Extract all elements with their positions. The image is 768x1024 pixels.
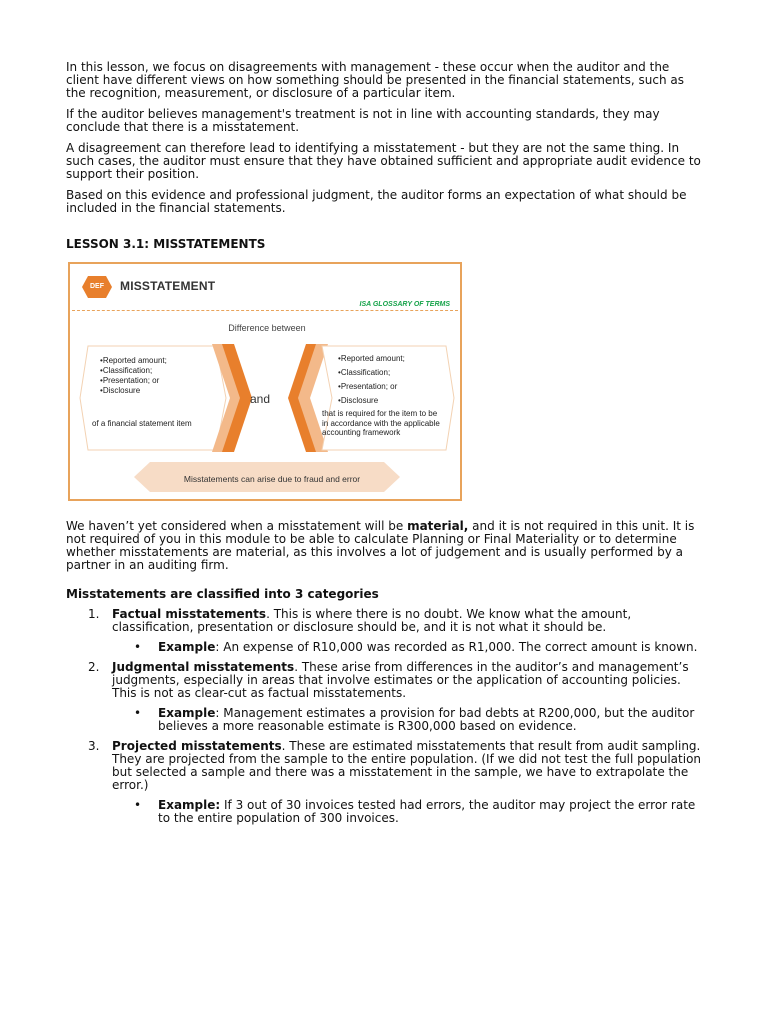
left-item: • Disclosure <box>100 386 167 396</box>
glossary-label: ISA GLOSSARY OF TERMS <box>359 301 450 308</box>
bullet: • <box>134 798 142 812</box>
intro-paragraph-2: If the auditor believes management's treatment is not in line with accounting standards, they may conclude that there is a misstatement. <box>66 107 660 134</box>
category-description: . This is where there is no doubt. We know what the amount, classification, presentation or disclosure should be, and it is not what it should be. <box>112 607 632 634</box>
category-example <box>112 707 706 733</box>
categories-list <box>66 608 706 832</box>
right-item: • Presentation; or <box>338 380 405 394</box>
example-text: : Management estimates a provision for bad debts at R200,000, but the auditor believes a more reasonable estimate is R300,000 based on evidence. <box>158 706 695 733</box>
category-item <box>66 740 706 825</box>
intro-paragraph-1: In this lesson, we focus on disagreements with management - these occur when the auditor and the client have different views on how something should be presented in the financial statements, such as the recognition, measurement, or disclosure of a particular item. <box>66 60 684 100</box>
category-item <box>66 608 706 654</box>
right-note: that is required for the item to be in accordance with the applicable accounting framework <box>322 409 440 437</box>
figure-title: MISSTATEMENT <box>120 279 216 293</box>
materiality-text-after: and it is not required in this unit. It is not required of you in this module to be able to calculate Planning or Final Materiality or to determine whether misstatements are material, as this involves a lot of judgement and is usually performed by a partner in an auditing firm. <box>66 519 695 572</box>
left-note: of a financial statement item <box>92 419 192 428</box>
materiality-text-before: We haven’t yet considered when a misstatement will be <box>66 519 408 533</box>
category-item <box>66 661 706 733</box>
left-item: • Presentation; or <box>100 376 167 386</box>
left-item: • Classification; <box>100 366 167 376</box>
categories-heading: Misstatements are classified into 3 categories <box>66 587 379 601</box>
example-text: : An expense of R10,000 was recorded as R1,000. The correct amount is known. <box>215 640 698 654</box>
bullet: • <box>134 640 142 654</box>
intro-paragraph-4: Based on this evidence and professional judgment, the auditor forms an expectation of what should be included in the financial statements. <box>66 188 687 215</box>
intro-section <box>66 61 706 223</box>
category-name: Judgmental misstatements <box>112 660 295 674</box>
right-item: • Classification; <box>338 366 405 380</box>
category-example <box>112 799 706 825</box>
lesson-heading: LESSON 3.1: MISSTATEMENTS <box>66 237 266 251</box>
category-description: . These arise from differences in the auditor’s and management’s judgments, especially in areas that involve estimates or the application of accounting policies. This is not as clear-cut as factual misstatements. <box>112 660 689 700</box>
difference-between-label: Difference between <box>228 323 306 333</box>
example-label: Example <box>158 640 216 654</box>
category-description: . These are estimated misstatements that result from audit sampling. They are projected from the sample to the entire population. (If we did not test the full population but selected a sample and there was a misstatement in the sample, we have to extrapolate the error.) <box>112 739 702 792</box>
category-number: 3. <box>88 739 100 753</box>
and-label: and <box>250 392 271 406</box>
materiality-bold: material, <box>407 519 469 533</box>
right-items-list <box>338 352 405 408</box>
example-text: If 3 out of 30 invoices tested had errors, the auditor may project the error rate to the entire population of 300 invoices. <box>158 798 696 825</box>
category-example <box>112 641 706 654</box>
banner-text: Misstatements can arise due to fraud and error <box>183 474 361 484</box>
bullet: • <box>134 706 142 720</box>
left-items-list <box>100 356 167 396</box>
left-item: • Reported amount; <box>100 356 167 366</box>
figure-divider <box>72 310 458 311</box>
category-name: Projected misstatements <box>112 739 282 753</box>
example-label: Example <box>158 706 216 720</box>
misstatement-figure <box>68 262 462 501</box>
materiality-paragraph <box>66 520 706 572</box>
category-number: 2. <box>88 660 100 674</box>
example-label: Example: <box>158 798 221 812</box>
right-item: • Disclosure <box>338 394 405 408</box>
category-name: Factual misstatements <box>112 607 267 621</box>
right-item: • Reported amount; <box>338 352 405 366</box>
def-badge-label: DEF <box>90 283 104 290</box>
intro-paragraph-3: A disagreement can therefore lead to identifying a misstatement - but they are not the same thing. In such cases, the auditor must ensure that they have obtained sufficient and appropriate audit evidence to support their position. <box>66 141 701 181</box>
category-number: 1. <box>88 607 100 621</box>
